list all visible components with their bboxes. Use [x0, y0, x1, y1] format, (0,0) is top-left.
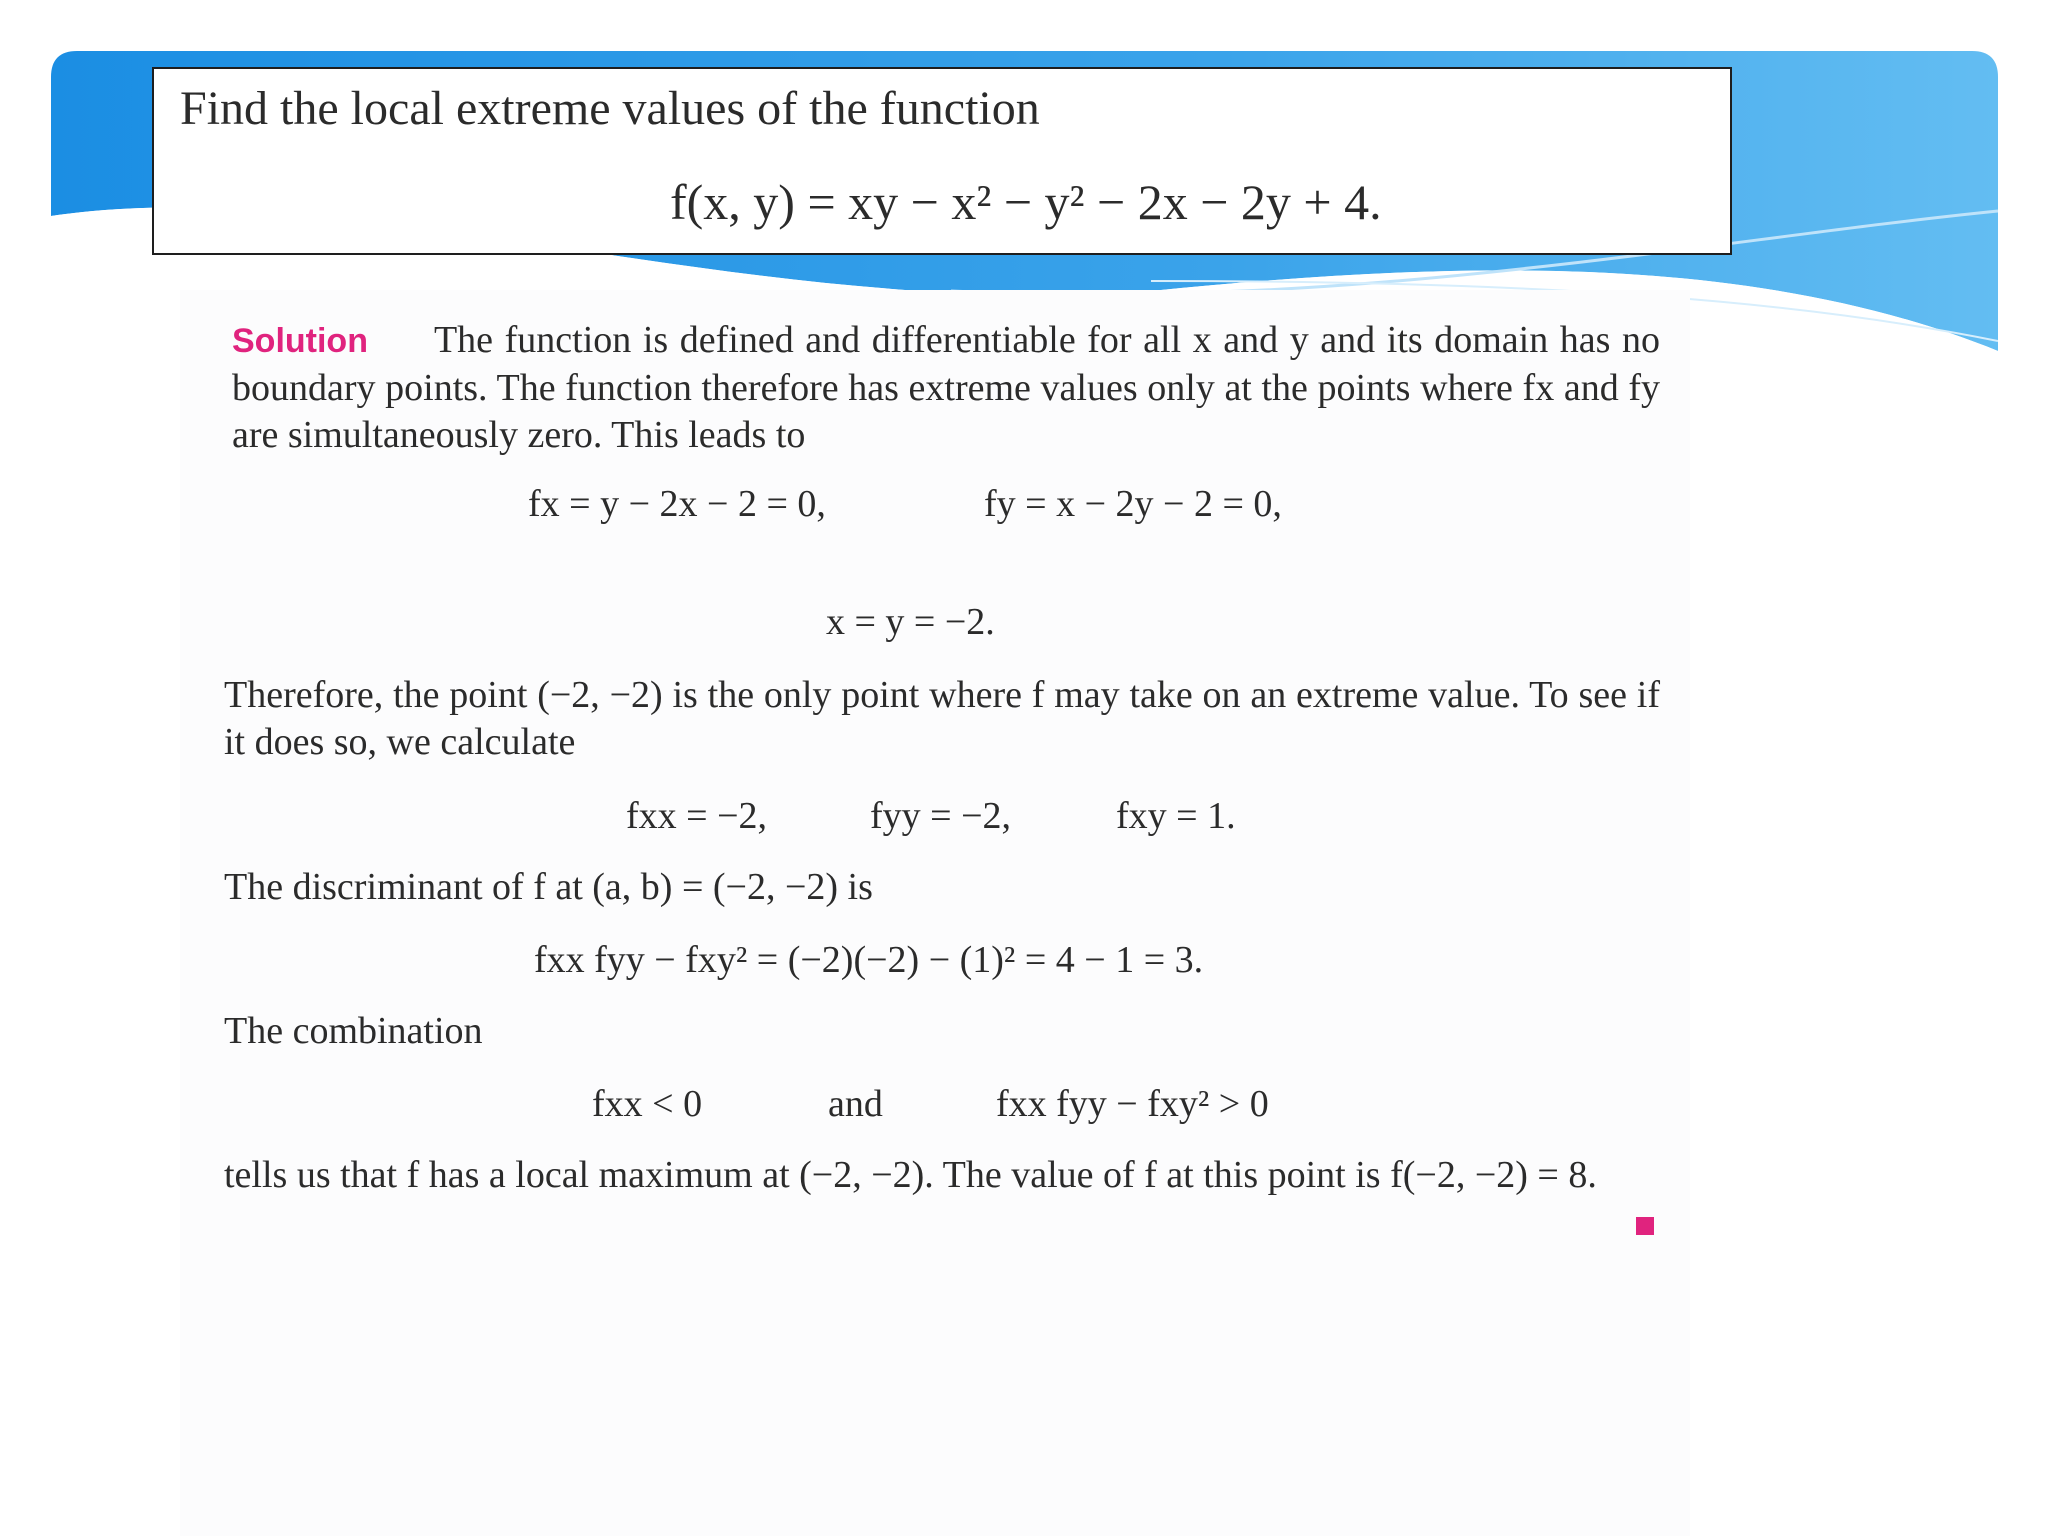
problem-prompt: Find the local extreme values of the function	[180, 82, 1040, 135]
equation-fyy: fyy = −2,	[870, 795, 1012, 837]
paragraph-combination: The combination	[224, 1010, 483, 1052]
equation-or: or	[1400, 483, 1432, 525]
equation-fx: fx = y − 2x − 2 = 0,	[528, 483, 826, 525]
condition-fxx-negative: fxx < 0	[592, 1083, 703, 1125]
paragraph-discriminant: The discriminant of f at (a, b) = (−2, −2) is	[224, 866, 873, 908]
equation-fxx: fxx = −2,	[626, 795, 768, 837]
condition-and: and	[828, 1083, 883, 1125]
condition-discriminant-positive: fxx fyy − fxy² > 0	[996, 1083, 1269, 1125]
content-area	[180, 290, 1690, 1536]
problem-function: f(x, y) = xy − x² − y² − 2x − 2y + 4.	[670, 174, 1382, 230]
equation-fy: fy = x − 2y − 2 = 0,	[984, 483, 1282, 525]
solution-label: Solution	[232, 322, 368, 360]
equation-fxy: fxy = 1.	[1116, 795, 1236, 837]
equation-discriminant: fxx fyy − fxy² = (−2)(−2) − (1)² = 4 − 1 = 3.	[534, 939, 1204, 981]
equation-solution-xy: x = y = −2.	[826, 601, 995, 643]
paragraph-conclusion: tells us that f has a local maximum at (−2, −2). The value of f at this point is f(−2, −2) = 8.	[224, 1154, 1597, 1196]
solution-intro-paragraph	[232, 317, 1660, 459]
problem-box	[152, 67, 1732, 255]
solution-intro: The function is defined and differentiable for all x and y and its domain has no boundary points. The function therefore has extreme values only at the points where fx and fy are simultaneously zero. This leads to	[232, 319, 1660, 456]
paragraph-therefore: Therefore, the point (−2, −2) is the only point where f may take on an extreme value. To see if it does so, we calculate	[224, 674, 1660, 763]
end-of-proof-icon	[1636, 1217, 1654, 1235]
